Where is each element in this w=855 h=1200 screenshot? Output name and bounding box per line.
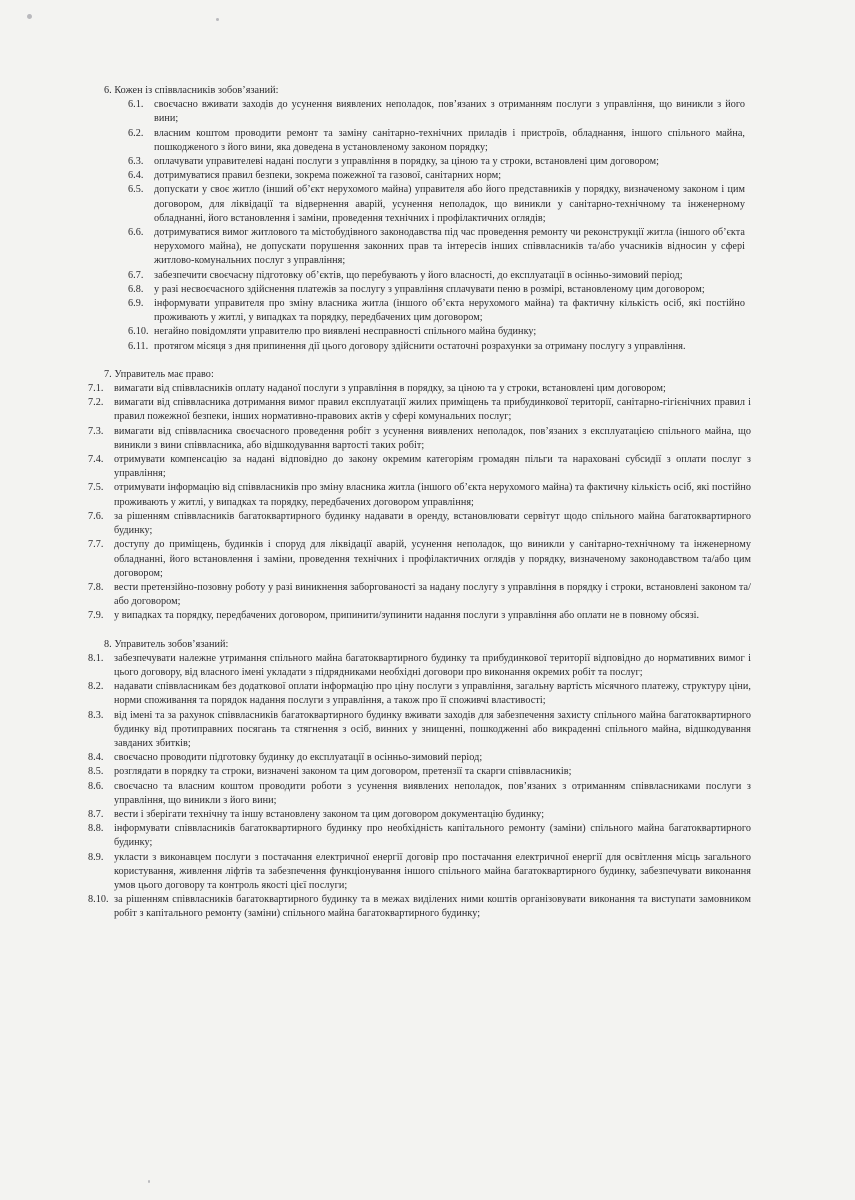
- clause-number: 8.8.: [88, 823, 104, 835]
- section-heading: 8. Управитель зобов’язаний:: [104, 638, 229, 650]
- section-heading: 7. Управитель має право:: [104, 368, 214, 380]
- section-heading: 6. Кожен із співвласників зобов’язаний:: [104, 85, 279, 96]
- clause-text: дотримуватися правил безпеки, зокрема пожежної та газової, санітарних норм;: [154, 170, 502, 182]
- section-7: [0, 368, 855, 624]
- clause-text: вимагати від співвласника своєчасного проведення робіт з усунення виявлених неполадок, пов’язаних з експлуатацією спільного майна, що виникли з вини співвласника, або відшкодування вартості таких робіт;: [114, 425, 751, 451]
- clause-number: 8.6.: [88, 780, 104, 792]
- clause-text: вимагати від співвласників оплату наданої послуги з управління в порядку, за ціною та у строки, встановлені цим договором;: [114, 383, 666, 395]
- clause-number: 7.3.: [88, 425, 104, 437]
- clause: [128, 269, 745, 283]
- clause: [128, 169, 745, 183]
- clause-text: допускати у своє житло (інший об’єкт нерухомого майна) управителя або його представників у порядку, визначеному законом і цим договором, для ліквідації та відвернення аварій, усунення неполадок, що виникли у санітарно-технічному та інженерному обладнанні, його встановлення і заміни, проведення технічних і профілактичних оглядів;: [154, 184, 745, 224]
- clause-text: у випадках та порядку, передбачених договором, припинити/зупинити надання послуги з управління або оплати не в повному обсязі.: [114, 610, 700, 622]
- scan-speck: [148, 1180, 150, 1183]
- clause-text: своєчасно вживати заходів до усунення виявлених неполадок, пов’язаних з отриманням послуги з управління, що виникли з його вини;: [154, 99, 745, 125]
- clause-text: власним коштом проводити ремонт та заміну санітарно-технічних приладів і пристроїв, обладнання, іншого спільного майна, пошкодженого з його вини, яка доведена в установленому законом порядку;: [154, 127, 745, 153]
- clause: [128, 155, 745, 169]
- clause-text: розглядати в порядку та строки, визначені законом та цим договором, претензії та скарги співвласників;: [114, 766, 572, 778]
- clause-text: отримувати інформацію від співвласників про зміну власника житла (іншого об’єкта нерухомого майна) та фактичну кількість осіб, які постійно проживають у житлі, у випадках та порядку, передбачених договором управління;: [114, 482, 751, 508]
- clause-number: 7.6.: [88, 510, 104, 522]
- clause: [128, 283, 745, 297]
- clause-text: інформувати управителя про зміну власника житла (іншого об’єкта нерухомого майна) та фактичну кількість осіб, які постійно проживають у житлі, у випадках та порядку, передбачених цим договором;: [154, 298, 745, 324]
- clause-number: 6.10.: [128, 326, 149, 338]
- clause: [88, 453, 751, 481]
- clause: [88, 609, 751, 623]
- clause-number: 6.7.: [128, 269, 144, 281]
- clause: [88, 751, 751, 765]
- section-items: [0, 98, 855, 354]
- clause-text: від імені та за рахунок співвласників багатоквартирного будинку вживати заходів для забезпечення захисту спільного майна багатоквартирного будинку від протиправних посягань та стягнення з осіб, винних у знищенні, пошкодженні або викраденні спільного майна, відшкодування завданих збитків;: [114, 709, 751, 749]
- clause-text: своєчасно проводити підготовку будинку до експлуатації в осінньо-зимовий період;: [114, 752, 483, 764]
- clause-text: забезпечувати належне утримання спільного майна багатоквартирного будинку та прибудинкової території відповідно до нормативних вимог і цього договору, від власного імені укладати з підрядниками необхідні договори про виконання окремих робіт та послуг;: [114, 652, 751, 678]
- clause-text: отримувати компенсацію за надані відповідно до закону окремим категоріям громадян пільги та нараховані субсидії з оплати послуг з управління;: [114, 454, 751, 480]
- clause-number: 8.5.: [88, 766, 104, 778]
- clause-number: 6.3.: [128, 156, 144, 168]
- clause: [88, 709, 751, 752]
- clause: [88, 808, 751, 822]
- section-8: [0, 638, 855, 922]
- clause: [88, 822, 751, 850]
- clause-number: 8.4.: [88, 752, 104, 764]
- clause: [88, 382, 751, 396]
- clause-text: доступу до приміщень, будинків і споруд для ліквідації аварій, усунення неполадок, що виникли у санітарно-технічному та інженерному обладнанні, його встановлення і заміни, проведення технічних і профілактичних оглядів у порядку, визначеному законодавством та/або цим договором;: [114, 539, 751, 579]
- clause: [128, 226, 745, 269]
- clause-number: 7.5.: [88, 482, 104, 494]
- clause: [88, 538, 751, 581]
- clause: [128, 98, 745, 126]
- clause-text: забезпечити своєчасну підготовку об’єктів, що перебувають у його власності, до експлуатації в осінньо-зимовий період;: [154, 269, 683, 281]
- clause: [128, 340, 745, 354]
- clause: [88, 425, 751, 453]
- clause-number: 8.9.: [88, 851, 104, 863]
- section-items: [0, 382, 855, 623]
- clause-text: укласти з виконавцем послуги з постачання електричної енергії договір про постачання електричної енергії для освітлення місць загального користування, живлення ліфтів та забезпечення функціонування іншого спільного майна багатоквартирного будинку, забезпечувати виконання умов цього договору та контроль якості цієї послуги;: [114, 851, 751, 891]
- clause: [128, 297, 745, 325]
- clause-text: інформувати співвласників багатоквартирного будинку про необхідність капітального ремонту (заміни) спільного майна багатоквартирного будинку;: [114, 823, 751, 849]
- clause: [128, 183, 745, 226]
- clause-text: оплачувати управителеві надані послуги з управління в порядку, за ціною та у строки, встановлені цим договором;: [154, 156, 660, 168]
- clause-number: 6.11.: [128, 340, 149, 352]
- clause-number: 8.10.: [88, 894, 109, 906]
- clause: [88, 652, 751, 680]
- clause-text: вимагати від співвласника дотримання вимог правил експлуатації жилих приміщень та прибудинкової території, санітарно-гігієнічних правил і правил пожежної безпеки, інших нормативно-правових актів у сфері комунальних послуг;: [114, 397, 751, 423]
- clause: [88, 680, 751, 708]
- clause-number: 7.4.: [88, 454, 104, 466]
- clause-number: 7.9.: [88, 610, 104, 622]
- clause-number: 8.2.: [88, 681, 104, 693]
- section-items: [0, 652, 855, 922]
- clause-number: 7.2.: [88, 397, 104, 409]
- clause: [88, 396, 751, 424]
- clause-number: 7.8.: [88, 581, 104, 593]
- clause: [88, 510, 751, 538]
- clause-number: 6.1.: [128, 99, 144, 111]
- clause: [88, 893, 751, 921]
- clause: [88, 481, 751, 509]
- clause: [88, 780, 751, 808]
- section-6: [0, 84, 855, 354]
- clause: [88, 765, 751, 779]
- clause: [88, 581, 751, 609]
- clause-text: надавати співвласникам без додаткової оплати інформацію про ціну послуги з управління, загальну вартість місячного платежу, структуру ціни, норми споживання та порядок надання послуги з управління, а також про її споживчі властивості;: [114, 681, 751, 707]
- clause-text: у разі несвоєчасного здійснення платежів за послугу з управління сплачувати пеню в розмірі, встановленому цим договором;: [154, 283, 705, 295]
- clause-number: 8.3.: [88, 709, 104, 721]
- clause: [128, 325, 745, 339]
- clause-number: 6.2.: [128, 127, 144, 139]
- clause: [128, 127, 745, 155]
- clause-text: вести і зберігати технічну та іншу встановлену законом та цим договором документацію будинку;: [114, 808, 545, 820]
- clause-text: негайно повідомляти управителю про виявлені несправності спільного майна будинку;: [154, 326, 537, 338]
- clause-text: вести претензійно-позовну роботу у разі виникнення заборгованості за надану послугу з управління в порядку і строки, встановлені законом та/або договором;: [114, 581, 751, 608]
- clause-text: за рішенням співвласників багатоквартирного будинку надавати в оренду, встановлювати сервітут щодо спільного майна багатоквартирного будинку;: [114, 510, 751, 537]
- clause-text: протягом місяця з дня припинення дії цього договору здійснити остаточні розрахунки за отриману послугу з управління.: [154, 340, 686, 352]
- clause-number: 6.4.: [128, 170, 144, 182]
- clause-number: 8.7.: [88, 808, 104, 820]
- clause-number: 6.8.: [128, 283, 144, 295]
- clause-number: 6.5.: [128, 184, 144, 196]
- clause: [88, 851, 751, 894]
- clause-text: своєчасно та власним коштом проводити роботи з усунення виявлених неполадок, пов’язаних з отриманням співвласниками послуги з управління, що виникли з його вини;: [114, 780, 751, 806]
- clause-number: 7.1.: [88, 383, 104, 395]
- clause-number: 8.1.: [88, 652, 104, 664]
- clause-number: 6.9.: [128, 298, 144, 310]
- clause-number: 7.7.: [88, 539, 104, 551]
- clause-text: за рішенням співвласників багатоквартирного будинку та в межах виділених ними коштів організовувати виконання та виступати замовником робіт з капітального ремонту (заміни) спільного майна багатоквартирного будинку;: [114, 894, 751, 920]
- clause-number: 6.6.: [128, 227, 144, 239]
- clause-text: дотримуватися вимог житлового та містобудівного законодавства під час проведення ремонту чи реконструкції житла (іншого об’єкта нерухомого майна), не допускати порушення законних прав та інтересів інших співвласників та/або учасників відносин у сфері житлово-комунальних послуг з управління;: [154, 227, 745, 267]
